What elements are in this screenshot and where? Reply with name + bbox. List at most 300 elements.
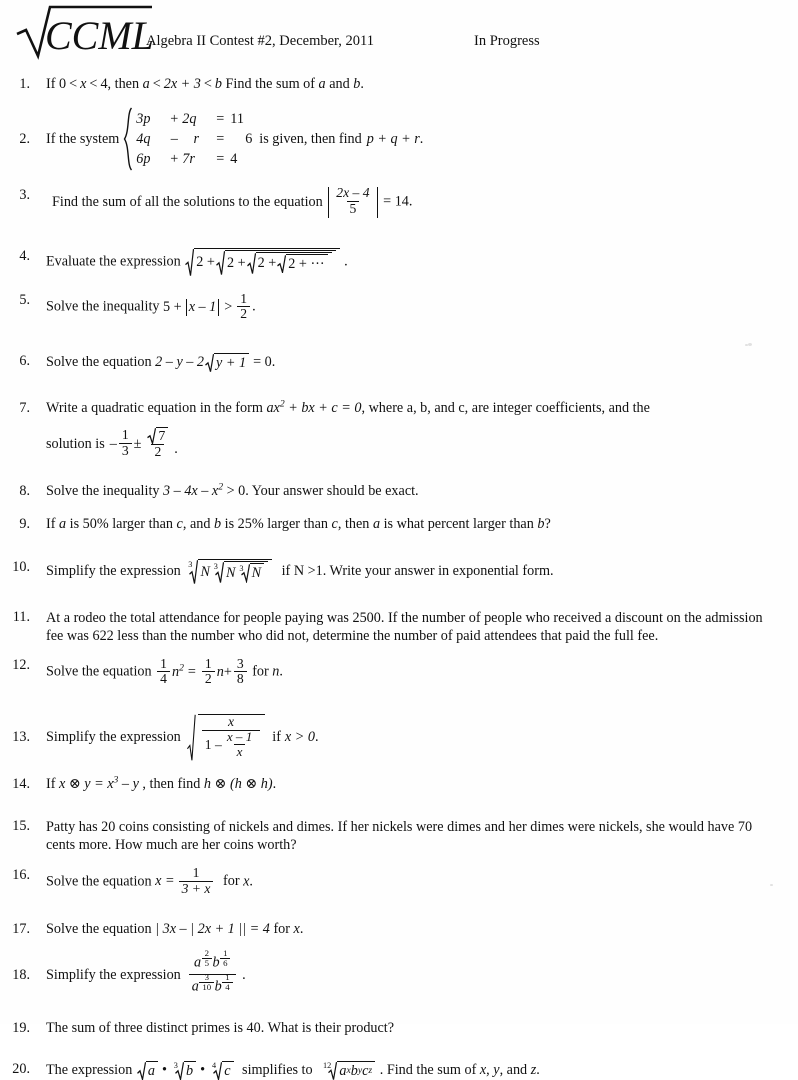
radicand: c: [222, 1061, 233, 1080]
radical-sign-icon: [277, 254, 286, 274]
inequality-expr: [163, 292, 252, 322]
problem-number: 3.: [19, 187, 30, 204]
numerator: x: [227, 713, 235, 729]
problem-text: At a rodeo the total attendance for people paying was 2500. If the number of people who received a discount on the admission fee was 622 less than the number who did not, determine the number of paid attendees that paid the full fee.: [46, 609, 763, 644]
radical: [320, 1061, 375, 1080]
problem-number: 17.: [12, 921, 30, 938]
op: > 0: [226, 482, 246, 499]
text-fragment: Simplify the expression: [46, 729, 181, 746]
ccml-logo: [14, 4, 154, 60]
var: b: [537, 516, 545, 533]
problem-text: [46, 714, 776, 762]
text-fragment: is given, then find: [259, 130, 362, 147]
system-row: [136, 129, 256, 149]
text-fragment: .: [344, 253, 348, 270]
logo-wordmark: CCML: [45, 13, 154, 58]
radical: [209, 1061, 233, 1080]
denominator: 10: [199, 982, 214, 993]
text-fragment: is 25% larger than: [224, 516, 328, 533]
problem-11: [0, 609, 798, 645]
radical: [137, 1061, 158, 1080]
radical-index: 3: [188, 559, 193, 569]
radical: [187, 714, 265, 762]
problem-line-1: [46, 400, 772, 417]
numerator: 2: [204, 947, 209, 958]
problem-text: The sum of three distinct primes is 40. What is their product?: [46, 1019, 395, 1036]
text-fragment: .: [272, 775, 277, 792]
problem-text: [46, 292, 776, 322]
text-fragment: is 50% larger than: [69, 516, 173, 533]
problem-5: [0, 292, 798, 322]
equals: =: [216, 131, 225, 148]
var: a: [372, 516, 381, 533]
radical-sign-icon: [216, 250, 225, 276]
problem-3: [0, 187, 798, 217]
problem-number: 5.: [19, 292, 30, 309]
problem-text: [46, 1061, 776, 1080]
denominator: 2: [151, 444, 164, 460]
text-fragment: Find the sum of: [225, 76, 315, 92]
fraction: [143, 427, 172, 460]
text-fragment: Solve the equation: [46, 921, 152, 938]
term: 5 +: [163, 299, 182, 316]
text-fragment: .: [252, 298, 256, 315]
num: 4: [100, 76, 108, 93]
problem-19: [0, 1020, 798, 1037]
abs-bar: [218, 299, 219, 316]
text-fragment: . Your answer should be exact.: [245, 482, 419, 499]
numerator: 1: [225, 971, 230, 982]
text-fragment: .: [536, 1061, 540, 1078]
absolute-value: [184, 299, 222, 316]
term: 6p: [136, 151, 151, 168]
denominator: [202, 730, 260, 760]
text-fragment: for: [223, 873, 240, 890]
numerator: 3: [236, 655, 244, 671]
var: x: [479, 1061, 487, 1078]
text-fragment: , then find: [142, 775, 201, 792]
radicand: [198, 714, 265, 762]
problem-number: 19.: [12, 1019, 30, 1036]
var: b: [350, 1062, 358, 1079]
problem-line-2: [46, 427, 772, 460]
text-fragment: If: [46, 76, 56, 92]
term: 3 – 4x – x: [163, 482, 219, 499]
radicand: a: [146, 1061, 158, 1080]
problem-17: [0, 921, 798, 938]
fraction: [237, 292, 250, 322]
problem-number: 1.: [19, 76, 30, 92]
radical-index: 3: [213, 561, 218, 571]
problem-9: [0, 516, 798, 533]
var: c: [331, 516, 338, 533]
radical-index: 12: [323, 1061, 332, 1071]
problem-text: [46, 657, 776, 687]
text-fragment: solution is: [46, 435, 105, 452]
op: <: [69, 76, 78, 93]
term: 2 +: [226, 254, 246, 271]
op: <: [89, 76, 98, 93]
denominator: 2: [202, 671, 215, 687]
equation-expr: [155, 864, 215, 897]
var: b: [214, 76, 222, 93]
find-expr: p + q + r: [366, 130, 420, 147]
equation-expr: [155, 657, 248, 687]
find-expr: h ⊗ (h ⊗ h): [203, 775, 273, 792]
inequality-expr: [59, 76, 108, 93]
radical-index: 3: [173, 1061, 178, 1071]
problem-text: [46, 107, 776, 171]
radical: [205, 353, 249, 373]
text-fragment: is what percent larger than: [383, 516, 534, 533]
equals: =: [187, 664, 196, 680]
radicand: [225, 250, 336, 276]
equation-expr: [155, 353, 272, 373]
inequality-expr: [163, 480, 224, 499]
nested-radical: [277, 254, 327, 274]
text-fragment: Solve the inequality: [46, 298, 160, 315]
text-fragment: If the system: [46, 130, 120, 147]
problem-text: [46, 516, 776, 533]
denominator: [189, 971, 236, 997]
var: a: [318, 76, 326, 92]
text-fragment: and: [329, 76, 350, 92]
denominator: 3: [119, 443, 132, 459]
problem-text: Patty has 20 coins consisting of nickels and dimes. If her nickels were dimes and her dimes were nickels, she would have 70 cents more. How much are her coins worth?: [46, 819, 753, 854]
text-fragment: if N >1. Write your answer in exponential form.: [281, 563, 554, 580]
text-fragment: Find the sum of all the solutions to the equation: [52, 193, 323, 210]
numerator: 2x – 4: [336, 185, 370, 201]
problem-text: [46, 480, 776, 500]
condition: x > 0: [284, 729, 315, 746]
text-fragment: If: [46, 516, 56, 533]
problem-text: [46, 773, 776, 793]
exponent-fraction: [189, 947, 236, 997]
exponent: 3: [113, 773, 119, 785]
problem-number: 12.: [12, 657, 30, 674]
problem-text: [46, 559, 776, 585]
text-fragment: ?: [544, 516, 551, 533]
fraction: [224, 730, 255, 759]
rhs: = 0: [253, 354, 272, 371]
numerator: 1: [192, 864, 200, 880]
rhs: 11: [230, 110, 244, 127]
abs-bar: [377, 187, 378, 217]
contest-title: Algebra II Contest #2, December, 2011: [146, 33, 374, 49]
problem-number: 8.: [19, 482, 30, 499]
rhs: – y: [121, 775, 139, 792]
problem-number: 20.: [12, 1060, 30, 1077]
problem-number: 14.: [12, 775, 30, 792]
text-fragment: Evaluate the expression: [46, 253, 181, 270]
problem-number: 4.: [19, 247, 30, 264]
fraction: [234, 657, 247, 687]
term: 7r: [182, 151, 195, 168]
text-fragment: If: [46, 775, 56, 792]
expr: 2x + 3: [163, 76, 201, 93]
radicand: a x b y c z: [337, 1061, 375, 1080]
text-fragment: .: [249, 873, 253, 890]
radicand: 7: [156, 427, 168, 445]
problem-1: [0, 76, 798, 93]
radical-sign-icon: [185, 248, 194, 277]
quadratic-form: [266, 400, 361, 416]
denominator: 6: [220, 958, 230, 969]
radicand: y + 1: [214, 353, 249, 373]
inner-expr: [204, 728, 257, 760]
text-fragment: Solve the equation: [46, 873, 152, 890]
term: 2 +: [196, 254, 215, 271]
exponent: 2: [179, 662, 184, 674]
op: +: [223, 664, 232, 680]
var: c: [362, 1062, 369, 1079]
radical-sign-icon: [137, 1061, 146, 1080]
var: y: [493, 1061, 500, 1078]
problem-number: 7.: [19, 400, 30, 417]
numerator: 1: [160, 655, 167, 671]
fraction: [157, 657, 170, 687]
radical-index: 4: [211, 1061, 217, 1071]
var: x: [293, 921, 300, 938]
term: r: [193, 131, 200, 148]
var: a: [142, 76, 150, 93]
op: –: [170, 131, 178, 148]
text-fragment: , and: [499, 1061, 528, 1078]
op: <: [203, 76, 212, 93]
text-fragment: Solve the equation: [46, 663, 152, 680]
var: a: [59, 516, 67, 533]
radicand: [224, 561, 268, 584]
radical-sign-icon: [247, 252, 256, 275]
operator-def: [59, 773, 139, 792]
problem-4: [0, 248, 798, 277]
problem-13: [0, 714, 798, 762]
text-fragment: .: [242, 967, 246, 984]
term: 4q: [136, 131, 151, 148]
text-fragment: The expression: [46, 1061, 133, 1078]
var: n: [216, 664, 224, 680]
term: + bx + c = 0: [288, 400, 362, 417]
text-fragment: , and: [182, 516, 211, 533]
term: 2q: [182, 110, 197, 127]
text-fragment: ,: [486, 1061, 490, 1078]
radical-sign-icon: [147, 427, 156, 445]
exponent: 2: [279, 398, 285, 410]
denominator: 4: [157, 671, 170, 687]
problem-text: [46, 921, 776, 938]
text-fragment: simplifies to: [242, 1061, 313, 1078]
lhs: x =: [155, 873, 175, 890]
radicand: N: [250, 563, 264, 583]
text-fragment: .: [408, 193, 413, 210]
exponent: [202, 949, 212, 969]
text-fragment: .: [419, 130, 424, 147]
text-fragment: .: [279, 663, 283, 680]
rhs: 4: [230, 151, 238, 168]
numerator: 1: [240, 290, 248, 306]
system-row: [136, 149, 256, 169]
exponent: 2: [218, 480, 224, 492]
var: a: [339, 1062, 347, 1079]
text-fragment: Solve the equation: [46, 353, 152, 370]
fraction: [119, 428, 132, 458]
problem-number: 6.: [19, 352, 30, 369]
problem-20: [0, 1061, 798, 1080]
denominator: 5: [347, 201, 360, 217]
denominator: 8: [234, 671, 247, 687]
problem-number: 16.: [12, 866, 30, 883]
fraction: [179, 866, 214, 896]
text-fragment: .: [174, 440, 178, 457]
problem-16: [0, 864, 798, 897]
numerator: 1: [121, 427, 129, 442]
numerator: [191, 947, 234, 974]
left-brace-icon: [122, 107, 133, 171]
lhs: 2 – y – 2: [155, 354, 205, 371]
problem-list: [0, 66, 798, 1080]
absolute-value: [326, 187, 379, 217]
problem-12: [0, 657, 798, 687]
op: +: [170, 151, 179, 168]
radicand: [198, 559, 272, 585]
op: +: [170, 110, 179, 127]
var: b: [212, 954, 220, 971]
times-dot: •: [161, 1062, 167, 1079]
equals: =: [216, 151, 225, 168]
text-fragment: = 14: [383, 193, 409, 210]
denominator: 3 + x: [179, 881, 214, 897]
var: b: [353, 76, 361, 92]
nested-radical: [211, 561, 268, 584]
text-fragment: . Find the sum of: [379, 1061, 477, 1078]
text-fragment: .: [314, 729, 319, 746]
problem-text: [46, 400, 776, 460]
problem-6: [0, 353, 798, 373]
rhs: 6: [245, 131, 253, 148]
solution-expr: [110, 427, 175, 460]
nested-radical: [236, 563, 264, 583]
radical-product: [136, 1061, 235, 1080]
radicand: [194, 248, 339, 277]
problem-number: 2.: [19, 130, 30, 147]
var: b: [214, 978, 222, 995]
term: 2 + ···: [288, 255, 325, 272]
text-fragment: , where a, b, and c, are integer coefficients, and the: [361, 400, 650, 417]
numerator: x – 1: [226, 728, 253, 744]
system-row: [136, 109, 256, 129]
problem-7: [0, 400, 798, 460]
problem-text: [46, 353, 776, 373]
problem-18: [0, 947, 798, 998]
text-fragment: Solve the inequality: [46, 482, 160, 499]
abc-expr: [143, 76, 222, 93]
exponent: [199, 973, 214, 993]
num: 0: [59, 76, 67, 93]
radical: [171, 1061, 196, 1080]
problem-text: [46, 248, 776, 277]
var: N: [200, 564, 210, 581]
radical-sign-icon: [205, 353, 214, 373]
var: x: [80, 76, 87, 93]
lhs: x ⊗ y = x: [59, 775, 114, 792]
text-fragment: .: [299, 921, 304, 938]
radicand: [256, 252, 332, 275]
problem-text: [46, 947, 776, 998]
denominator: 2: [237, 306, 250, 322]
var: z: [530, 1061, 537, 1078]
op: >: [224, 299, 233, 316]
var: n: [272, 663, 280, 680]
denominator: 4: [222, 982, 232, 993]
text-fragment: .: [271, 353, 276, 370]
radical-sign-icon: [187, 714, 198, 762]
numerator: 1: [223, 947, 228, 958]
fraction: [202, 657, 215, 687]
text-fragment: , then: [107, 76, 140, 92]
problem-2: [0, 107, 798, 171]
abs-bar: [328, 187, 329, 217]
problem-number: 9.: [19, 516, 30, 533]
problem-text: [46, 187, 776, 217]
exponent: [220, 949, 230, 969]
equals: =: [216, 110, 225, 127]
var: a: [191, 978, 199, 995]
nested-radical: [247, 252, 332, 275]
problem-number: 18.: [12, 967, 30, 984]
sign: –: [109, 435, 117, 452]
var: b: [214, 516, 222, 533]
term: 3p: [136, 110, 151, 127]
text-fragment: Simplify the expression: [46, 967, 181, 984]
problem-15: [0, 818, 798, 854]
text-fragment: for: [273, 921, 290, 938]
text-fragment: for: [252, 663, 269, 680]
equation-expr: | 3x – | 2x + 1 || = 4: [155, 921, 270, 938]
text-fragment: Write a quadratic equation in the form: [46, 400, 263, 417]
problem-number: 10.: [12, 559, 30, 576]
problem-14: [0, 773, 798, 793]
radical-index: 3: [239, 563, 244, 573]
numerator: 1: [204, 655, 212, 671]
problem-text: [46, 76, 776, 93]
text-fragment: Simplify the expression: [46, 563, 181, 580]
var: N: [226, 564, 236, 581]
term: 2 +: [257, 255, 277, 272]
radical: [147, 427, 168, 445]
nested-radical: [185, 559, 272, 585]
times-dot: •: [200, 1062, 206, 1079]
var: c: [176, 516, 183, 533]
numerator: [143, 427, 172, 445]
problem-10: [0, 559, 798, 585]
text-fragment: .: [360, 76, 364, 92]
var: n: [171, 664, 180, 680]
denominator: 5: [202, 958, 212, 969]
problem-number: 13.: [12, 729, 30, 746]
abs-bar: [186, 299, 187, 316]
term: ax: [266, 400, 280, 417]
problem-number: 11.: [12, 608, 30, 625]
term: [172, 664, 184, 681]
problem-number: 15.: [12, 818, 30, 835]
plus-minus: ±: [133, 435, 142, 452]
fraction: [333, 186, 372, 216]
complex-fraction: [202, 715, 260, 760]
radicand: [286, 254, 327, 274]
numerator: 3: [204, 971, 209, 982]
denominator: x: [234, 744, 246, 759]
abs-content: x – 1: [188, 299, 217, 316]
